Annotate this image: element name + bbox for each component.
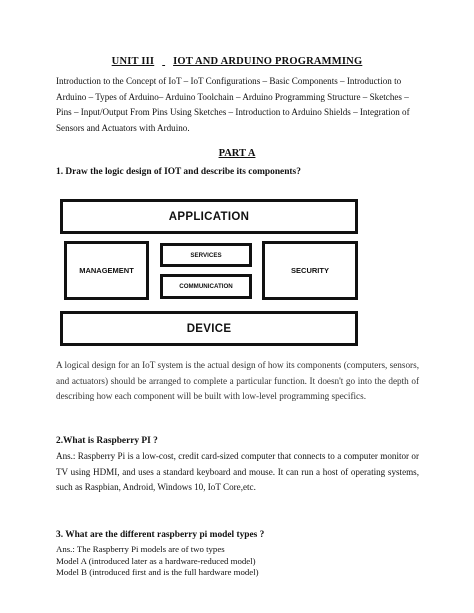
unit-title: IOT AND ARDUINO PROGRAMMING — [173, 56, 363, 67]
answer-1-paragraph: A logical design for an IoT system is the actual design of how its components (computers, sensors, and actuators) should be arranged to complete a particular function. It doesn't go into the depth of describing how each component will be built with low-level programming specifics. — [56, 360, 419, 402]
part-heading: PART A — [218, 148, 256, 159]
answer-2-paragraph: Ans.: Raspberry Pi is a low-cost, credit card-sized computer that connects to a computer monitor or TV using HDMI, and uses a standard keyboard and mouse. It can run a host of operating systems, such as Raspbian, Android, Windows 10, IoT Core,etc. — [56, 451, 419, 492]
answer-3-line: Ans.: The Raspberry Pi models are of two types — [56, 544, 225, 554]
unit-heading — [0, 56, 474, 67]
question-2: 2.What is Raspberry PI ? — [56, 436, 158, 446]
management-block: MANAGEMENT — [64, 241, 149, 300]
answer-3-block — [56, 544, 419, 579]
services-block: SERVICES — [160, 243, 252, 267]
question-1: 1. Draw the logic design of IOT and describe its components? — [56, 167, 301, 177]
security-block: SECURITY — [262, 241, 358, 300]
unit-label: UNIT III — [111, 56, 155, 67]
device-block: DEVICE — [60, 311, 358, 346]
unit-intro-paragraph: Introduction to the Concept of IoT – IoT Configurations – Basic Components – Introduction to Arduino – Types of Arduino– Arduino Toolchain – Arduino Programming Structure – Sketches – Pins – Input/Output From Pins Using Sketches – Introduction to Arduino Shields – Integration of Sensors and Actuators with Arduino. — [56, 76, 410, 133]
iot-logical-design-diagram — [56, 196, 366, 348]
answer-3-line: Model A (introduced later as a hardware-reduced model) — [56, 555, 256, 566]
answer-3-line: Model B (introduced first and is the full hardware model) — [56, 567, 259, 577]
application-block: APPLICATION — [60, 199, 358, 234]
communication-block: COMMUNICATION — [160, 274, 252, 299]
question-3: 3. What are the different raspberry pi model types ? — [56, 530, 265, 540]
